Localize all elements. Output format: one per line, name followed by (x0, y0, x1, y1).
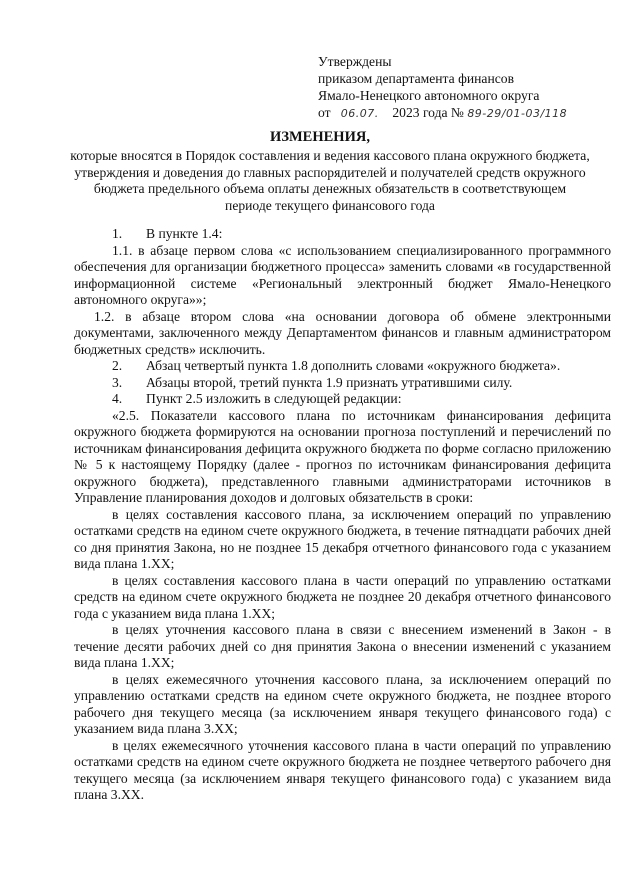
deadline-2: в целях составления кассового плана в части операций по управлению остатками средств на едином счете окружного бюджета не позднее 20 декабря отчетного финансового года с указанием вида плана 1.ХХ; (74, 572, 611, 621)
deadline-3: в целях уточнения кассового плана в связи с внесением изменений в Закон - в течение десяти рабочих дней со дня принятия Закона о внесении изменений с указанием вида плана 1.ХХ; (74, 622, 611, 670)
document-title: ИЗМЕНЕНИЯ, (270, 129, 370, 145)
approval-line-1: Утверждены (318, 54, 392, 69)
handwritten-date: 06.07. (340, 107, 379, 120)
paragraph-2-5: «2.5. Показатели кассового плана по источникам финансирования дефицита окружного бюджета формируются на основании прогноза поступлений и перечислений по источникам финансирования дефицита окружного бюджета по форме согласно приложению № 5 к настоящему Порядку (далее - прогноз по источникам финансирования дефицита окружного бюджета), представленного главными администраторами источников в Управление планирования доходов и долговых обязательств в сроки: (74, 407, 611, 505)
item-1-1: 1.1. в абзаце первом слова «с использованием специализированного программного обеспечения для организации бюджетного процесса» заменить словами «в государственной информационной системе «Региональный электронный бюджет Ямало-Ненецкого автономного округа»»; (74, 242, 611, 307)
item-3 (74, 375, 611, 392)
handwritten-number: 89-29/01-03/118 (467, 107, 568, 120)
item-1-2: 1.2. в абзаце втором слова «на основании договора об обмене электронными документами, заключенного между Департаментом финансов и главным администратором бюджетных средств» исключить. (74, 308, 611, 357)
approval-line-2: приказом департамента финансов (318, 71, 514, 86)
item-4-text: Пункт 2.5 изложить в следующей редакции: (146, 391, 402, 406)
deadline-1: в целях составления кассового плана, за исключением операций по управлению остатками средств на едином счете окружного бюджета, в течение пятнадцати рабочих дней со дня принятия Закона, но не позднее 15 декабря отчетного финансового года с указанием вида плана 1.ХХ; (74, 506, 611, 571)
approval-block (318, 53, 567, 122)
item-1 (74, 226, 611, 243)
item-1-number: 1. (112, 226, 123, 241)
approval-date-line (318, 104, 567, 122)
item-3-number: 3. (112, 374, 123, 390)
from-label: от (318, 105, 331, 120)
item-2-text: Абзац четвертый пункта 1.8 дополнить словами «окружного бюджета». (146, 358, 561, 373)
year-text: 2023 года № (392, 105, 464, 120)
item-4-number: 4. (112, 391, 123, 406)
item-3-text: Абзацы второй, третий пункта 1.9 признать утратившими силу. (146, 374, 513, 390)
document-body (74, 226, 611, 804)
item-1-text: В пункте 1.4: (146, 226, 223, 241)
deadline-5: в целях ежемесячного уточнения кассового плана в части операций по управлению остатками средств на едином счете окружного бюджета не позднее четвертого рабочего дня текущего месяца (за исключением января текущего финансового года) с указанием вида плана 3.ХХ. (74, 737, 611, 802)
item-2 (74, 358, 611, 375)
approval-line-3: Ямало-Ненецкого автономного округа (318, 88, 540, 103)
item-2-number: 2. (112, 358, 123, 373)
document-subtitle: которые вносятся в Порядок составления и ведения кассового плана окружного бюджета, утверждения и доведения до главных распорядителей и получателей средств окружного бюджета предельного объема оплаты денежных обязательств в соответствующем периоде текущего финансового года (70, 148, 590, 213)
item-4 (74, 391, 611, 408)
deadline-4: в целях ежемесячного уточнения кассового плана, за исключением операций по управлению остатками средств на едином счете окружного бюджета, не позднее второго рабочего дня текущего месяца (за исключением января текущего финансового года) с указанием вида плана 3.ХХ; (74, 671, 611, 736)
